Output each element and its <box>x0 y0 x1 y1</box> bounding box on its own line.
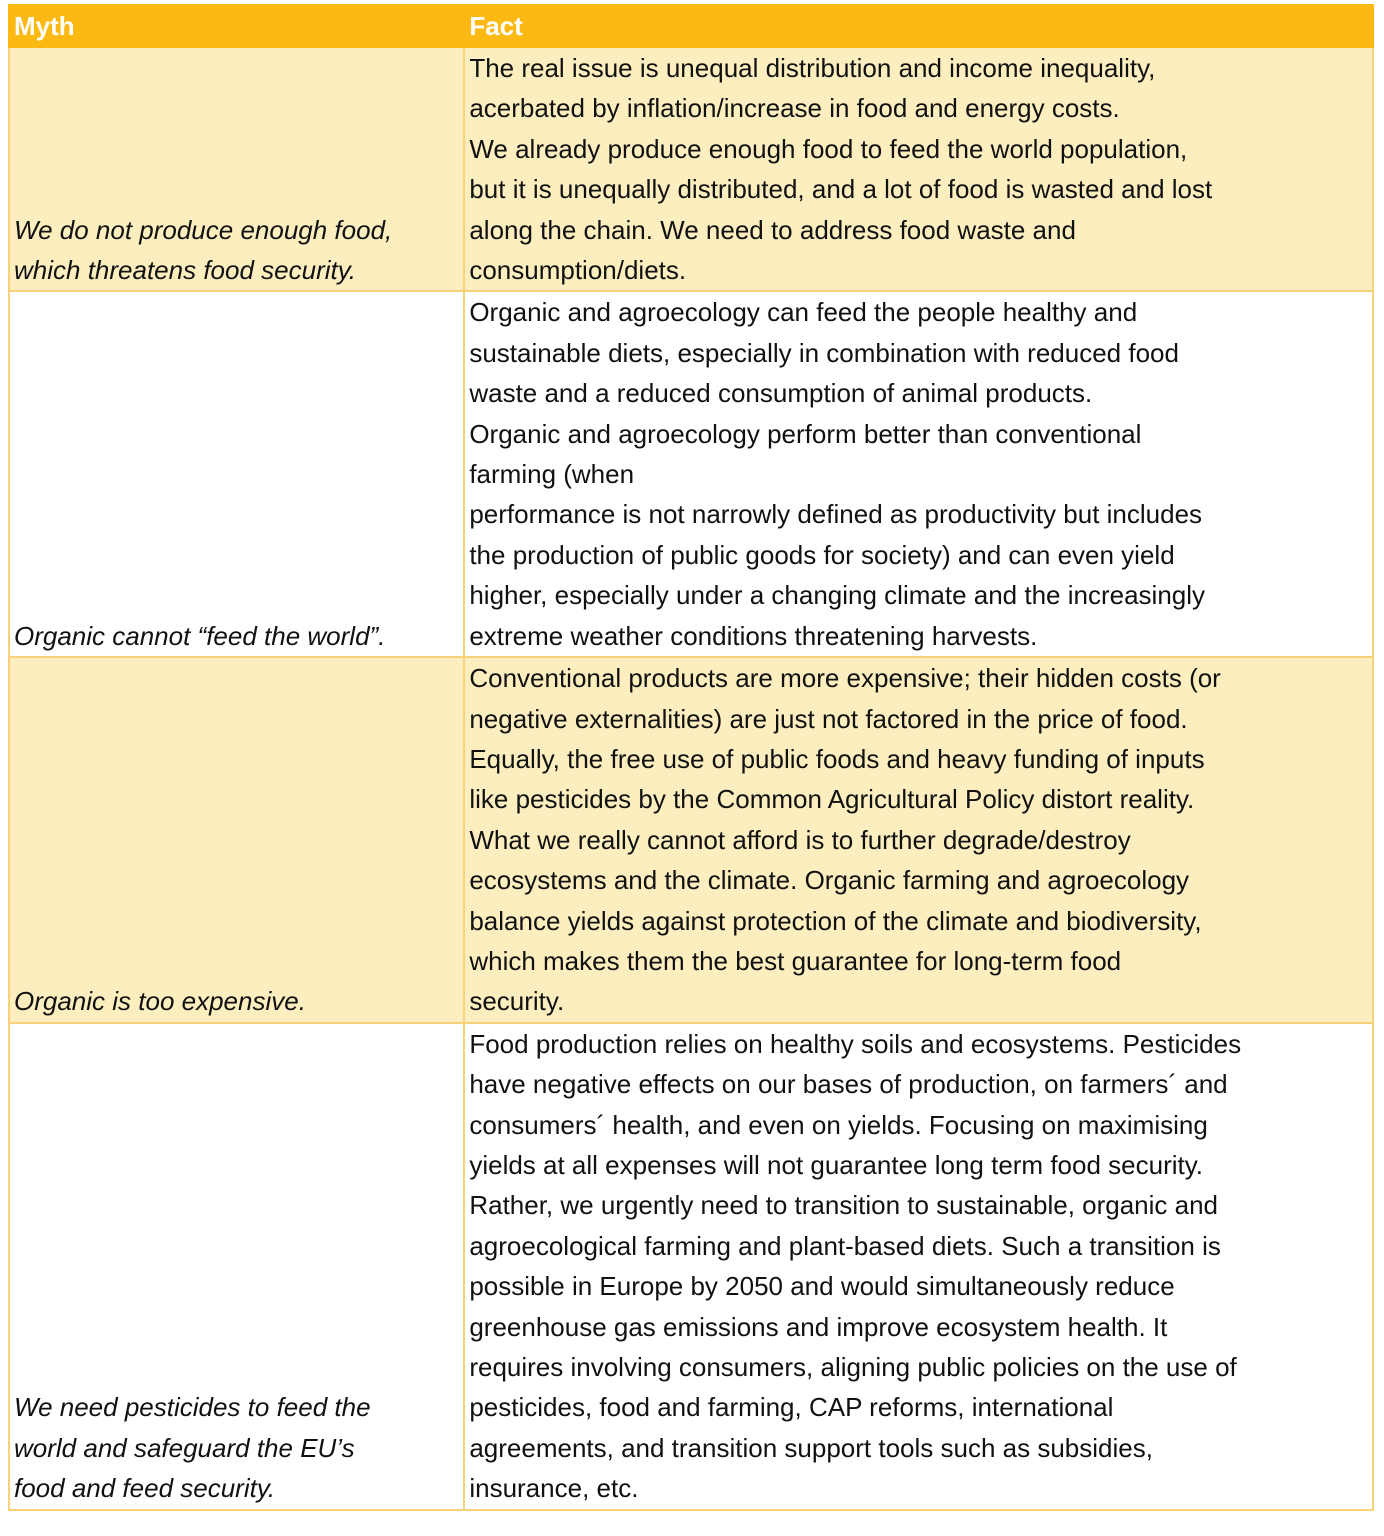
fact-text <box>469 292 1368 656</box>
fact-text <box>469 1024 1368 1509</box>
fact-line: Equally, the free use of public foods and heavy funding of inputs <box>469 743 1205 774</box>
fact-line: extreme weather conditions threatening harvests. <box>469 620 1038 651</box>
myth-text: Organic is too expensive. <box>14 986 306 1017</box>
fact-line: insurance, etc. <box>469 1473 639 1504</box>
fact-line: We already produce enough food to feed the world population, <box>469 133 1188 164</box>
fact-line: ecosystems and the climate. Organic farming and agroecology <box>469 865 1190 896</box>
table-header <box>9 5 1373 47</box>
myth-column-header: Myth <box>9 5 464 47</box>
fact-cell <box>464 1023 1373 1510</box>
fact-line: sustainable diets, especially in combination with reduced food <box>469 337 1179 368</box>
fact-line: pesticides, food and farming, CAP reforms, international <box>469 1392 1114 1423</box>
fact-cell <box>464 657 1373 1023</box>
myth-text: We need pesticides to feed the world and safeguard the EU’s food and feed security. <box>14 1392 371 1504</box>
myth-cell <box>9 1023 464 1510</box>
fact-text <box>469 48 1368 290</box>
fact-line: possible in Europe by 2050 and would simultaneously reduce <box>469 1271 1175 1302</box>
fact-line: farming (when <box>469 459 635 490</box>
fact-line: Organic and agroecology can feed the people healthy and <box>469 297 1138 328</box>
fact-line: Food production relies on healthy soils and ecosystems. Pesticides <box>469 1028 1242 1059</box>
fact-line: balance yields against protection of the climate and biodiversity, <box>469 905 1202 936</box>
fact-line: Organic and agroecology perform better than conventional <box>469 418 1142 449</box>
table-row <box>9 657 1373 1023</box>
fact-cell <box>464 47 1373 291</box>
fact-line: have negative effects on our bases of production, on farmers´ and <box>469 1069 1228 1100</box>
myth-text: We do not produce enough food, which threatens food security. <box>14 214 393 286</box>
fact-line: along the chain. We need to address food waste and <box>469 214 1076 245</box>
fact-line: yields at all expenses will not guarantee long term food security. <box>469 1149 1204 1180</box>
fact-cell <box>464 291 1373 657</box>
fact-line: performance is not narrowly defined as productivity but includes <box>469 499 1203 530</box>
fact-line: but it is unequally distributed, and a lot of food is wasted and lost <box>469 174 1213 205</box>
fact-line: which makes them the best guarantee for long-term food <box>469 945 1122 976</box>
fact-line: consumption/diets. <box>469 255 687 286</box>
myth-text: Organic cannot “feed the world”. <box>14 620 386 651</box>
fact-line: higher, especially under a changing climate and the increasingly <box>469 580 1206 611</box>
fact-line: Conventional products are more expensive; their hidden costs (or <box>469 663 1221 694</box>
fact-line: Rather, we urgently need to transition to sustainable, organic and <box>469 1190 1219 1221</box>
fact-line: security. <box>469 986 565 1017</box>
table-row <box>9 291 1373 657</box>
fact-line: requires involving consumers, aligning public policies on the use of <box>469 1352 1237 1382</box>
fact-line: consumers´ health, and even on yields. Focusing on maximising <box>469 1109 1208 1140</box>
fact-line: agreements, and transition support tools such as subsidies, <box>469 1432 1153 1463</box>
fact-line: What we really cannot afford is to further degrade/destroy <box>469 824 1131 855</box>
fact-line: greenhouse gas emissions and improve ecosystem health. It <box>469 1311 1168 1342</box>
table-row <box>9 47 1373 291</box>
fact-line: the production of public goods for society) and can even yield <box>469 539 1175 570</box>
fact-line: acerbated by inflation/increase in food and energy costs. <box>469 93 1120 124</box>
header-row <box>9 5 1373 47</box>
fact-column-header: Fact <box>464 5 1373 47</box>
table-body <box>9 47 1373 1510</box>
fact-line: The real issue is unequal distribution and income inequality, <box>469 53 1156 83</box>
fact-line: waste and a reduced consumption of animal products. <box>469 378 1093 409</box>
fact-line: like pesticides by the Common Agricultural Policy distort reality. <box>469 784 1195 815</box>
fact-line: negative externalities) are just not factored in the price of food. <box>469 703 1188 734</box>
myth-cell <box>9 657 464 1023</box>
myth-fact-table <box>8 4 1374 1511</box>
myth-cell <box>9 291 464 657</box>
myth-cell <box>9 47 464 291</box>
table-row <box>9 1023 1373 1510</box>
fact-line: agroecological farming and plant-based diets. Such a transition is <box>469 1230 1221 1261</box>
fact-text <box>469 658 1368 1022</box>
